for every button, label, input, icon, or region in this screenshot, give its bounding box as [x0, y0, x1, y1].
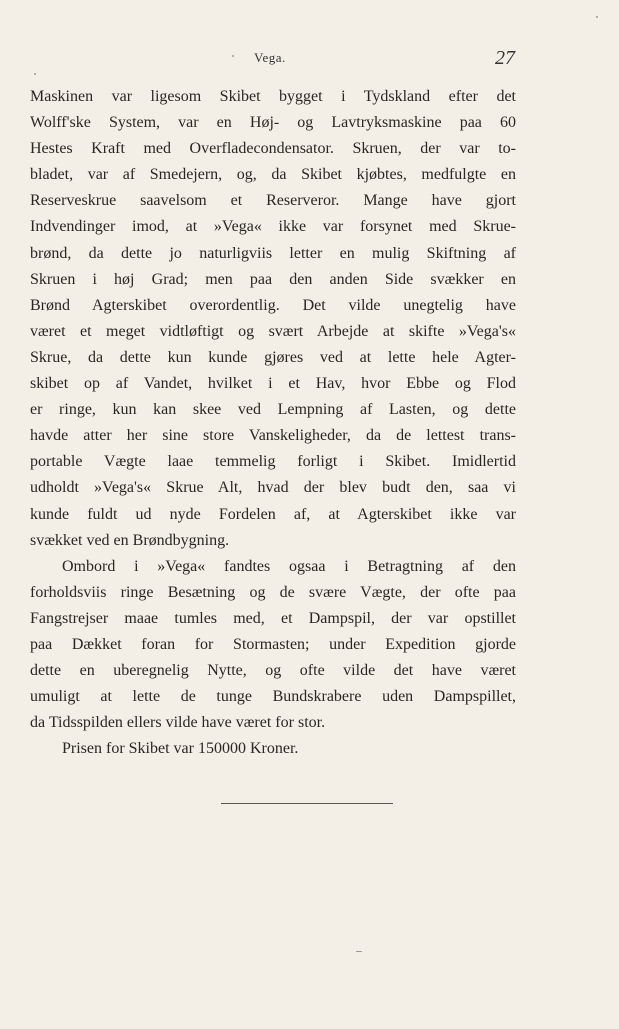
text-line: portable Vægte laae temmelig forligt i Skibet. Imidlertid	[30, 453, 516, 471]
text-line: Maskinen var ligesom Skibet bygget i Tydskland efter det	[30, 88, 516, 105]
body-text	[30, 84, 516, 762]
text-line: paa Dækket foran for Stormasten; under Expedition gjorde	[30, 635, 516, 653]
page-number: 27	[495, 47, 515, 69]
text-line: Indvendinger imod, at »Vega« ikke var forsynet med Skrue-	[30, 218, 516, 236]
text-line: forholdsviis ringe Besætning og de svære Vægte, der ofte paa	[30, 583, 516, 601]
text-line: Skruen i høj Grad; men paa den anden Side svækker en	[30, 270, 516, 288]
text-line: bladet, var af Smedejern, og, da Skibet kjøbtes, medfulgte en	[30, 166, 516, 184]
running-title: Vega.	[254, 50, 286, 65]
text-line: er ringe, kun kan skee ved Lempning af Lasten, og dette	[30, 401, 516, 419]
text-line: Skrue, da dette kun kunde gjøres ved at lette hele Agter-	[30, 348, 516, 366]
paper-speck	[596, 16, 598, 18]
text-line: Brønd Agterskibet overordentlig. Det vilde unegtelig have	[30, 296, 516, 314]
text-line: kunde fuldt ud nyde Fordelen af, at Agterskibet ikke var	[30, 505, 516, 523]
paper-speck	[34, 73, 36, 75]
text-line: dette en uberegnelig Nytte, og ofte vilde det have været	[30, 662, 516, 680]
text-line: brønd, da dette jo naturligviis letter en mulig Skiftning af	[30, 244, 516, 262]
paper-speck	[356, 951, 362, 952]
paper-speck	[232, 55, 234, 57]
paragraph-end-line: da Tidsspilden ellers vilde have været for stor.	[30, 714, 326, 732]
text-line: Reserveskrue saavelsom et Reserveror. Mange have gjort	[30, 192, 516, 210]
section-divider	[221, 803, 393, 804]
text-line: været et meget vidtløftigt og svært Arbejde at skifte »Vega's«	[30, 322, 516, 340]
text-line: Fangstrejser maae tumles med, et Dampspil, der var opstillet	[30, 609, 516, 627]
running-head	[0, 48, 619, 72]
paragraph-single-line: Prisen for Skibet var 150000 Kroner.	[62, 740, 299, 758]
text-line: umuligt at lette de tunge Bundskrabere uden Dampspillet,	[30, 688, 516, 706]
text-line: Hestes Kraft med Overfladecondensator. Skruen, der var to-	[30, 140, 516, 158]
paragraph-start-line: Ombord i »Vega« fandtes ogsaa i Betragtning af den	[62, 557, 516, 575]
text-line: havde atter her sine store Vanskeligheder, da de lettest trans-	[30, 427, 516, 445]
paragraph-end-line: svækket ved en Brøndbygning.	[30, 531, 230, 549]
text-line: skibet op af Vandet, hvilket i et Hav, hvor Ebbe og Flod	[30, 375, 516, 393]
text-line: udholdt »Vega's« Skrue Alt, hvad der blev budt den, saa vi	[30, 479, 516, 497]
text-line: Wolff'ske System, var en Høj- og Lavtryksmaskine paa 60	[30, 114, 516, 132]
